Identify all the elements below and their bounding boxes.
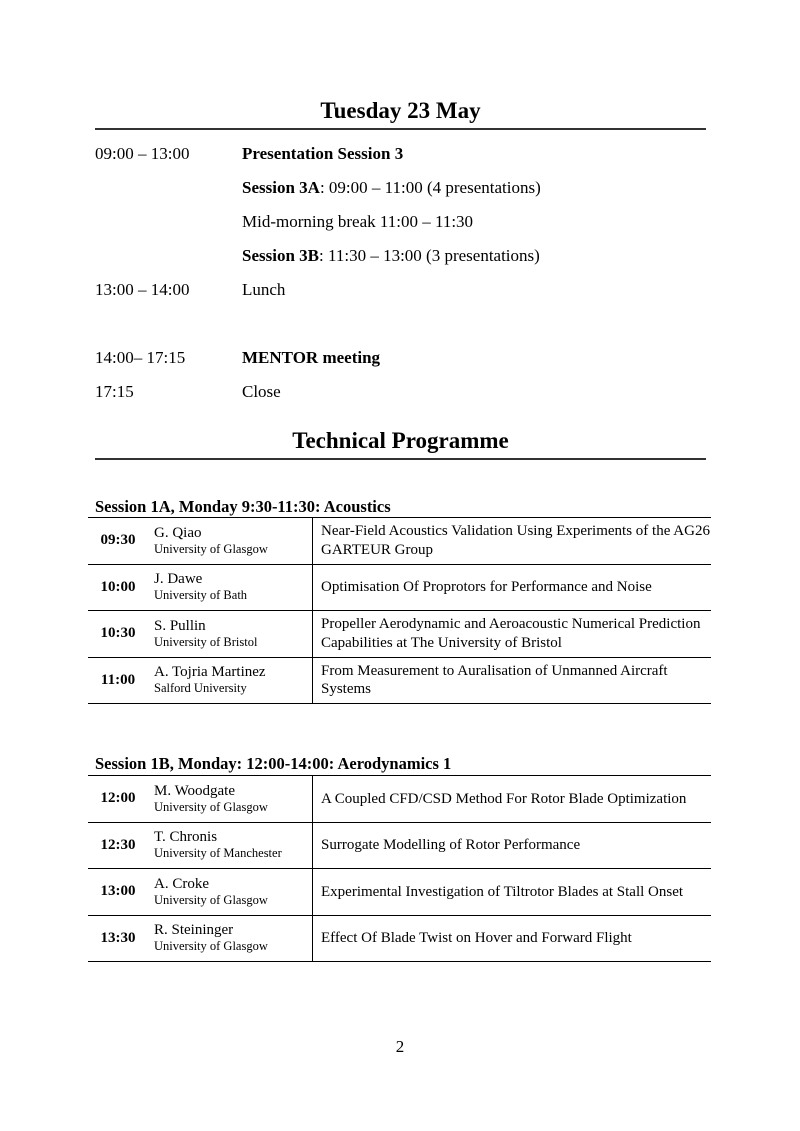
talk-time: 09:30 [88,518,148,565]
session-1b-table [88,775,711,962]
schedule-text [242,178,541,198]
schedule-plain-text: : 09:00 – 11:00 (4 presentations) [319,178,541,197]
schedule-text [242,382,281,402]
day-title: Tuesday 23 May [320,98,481,123]
speaker-affiliation: University of Glasgow [154,939,268,954]
speaker-name: J. Dawe [154,571,203,588]
programme-title: Technical Programme [292,428,509,453]
schedule-time: 13:00 – 14:00 [95,280,190,299]
schedule-text [242,348,380,368]
schedule-plain-text: Lunch [242,280,286,299]
table-row [88,518,711,565]
table-row [88,776,711,823]
talk-time: 13:00 [88,869,148,916]
talk-title: Effect Of Blade Twist on Hover and Forward Flight [313,915,712,962]
talk-speaker-cell [148,869,313,916]
schedule-bold-text: Session 3A [242,178,320,197]
talk-time: 13:30 [88,915,148,962]
session-heading: Session 1A, Monday 9:30-11:30: Acoustics [95,497,391,516]
schedule-text [242,246,540,266]
talk-speaker-cell [148,776,313,823]
speaker-affiliation: University of Bristol [154,634,258,649]
speaker-affiliation: Salford University [154,681,247,696]
schedule-bold-text: MENTOR meeting [242,348,381,367]
talk-time: 10:00 [88,564,148,611]
talk-time: 10:30 [88,611,148,658]
speaker-name: R. Steininger [154,922,234,939]
schedule-plain-text: Close [242,382,281,401]
talk-time: 12:30 [88,822,148,869]
speaker-name: A. Tojria Martinez [154,664,266,681]
talk-speaker-cell [148,915,313,962]
day-title-rule [95,128,706,130]
table-row [88,564,711,611]
schedule-bold-text: Presentation Session 3 [242,144,404,163]
speaker-affiliation: University of Glasgow [154,541,268,556]
talk-title: Near-Field Acoustics Validation Using Experiments of the AG26 GARTEUR Group [313,518,712,565]
speaker-name: M. Woodgate [154,782,236,799]
schedule-text [242,212,473,232]
session-heading: Session 1B, Monday: 12:00-14:00: Aerodynamics 1 [95,754,452,773]
table-row [88,657,711,704]
talk-title: From Measurement to Auralisation of Unmanned Aircraft Systems [313,657,712,704]
talk-speaker-cell [148,564,313,611]
schedule-text [242,144,403,164]
schedule-plain-text: : 11:30 – 13:00 (3 presentations) [319,246,540,265]
talk-time: 12:00 [88,776,148,823]
speaker-affiliation: University of Bath [154,588,248,603]
table-row [88,611,711,658]
session-1a-table [88,517,711,704]
talk-title: A Coupled CFD/CSD Method For Rotor Blade Optimization [313,776,712,823]
talk-title: Optimisation Of Proprotors for Performance and Noise [313,564,712,611]
speaker-name: S. Pullin [154,617,206,634]
schedule-time: 17:15 [95,382,134,401]
programme-title-rule [95,458,706,460]
speaker-affiliation: University of Glasgow [154,892,268,907]
schedule-plain-text: Mid-morning break 11:00 – 11:30 [242,212,474,231]
talk-title: Propeller Aerodynamic and Aeroacoustic Numerical Prediction Capabilities at The University of Bristol [313,611,712,658]
speaker-name: T. Chronis [154,829,218,846]
schedule-time: 09:00 – 13:00 [95,144,190,163]
talk-speaker-cell [148,657,313,704]
table-row [88,822,711,869]
schedule-time: 14:00– 17:15 [95,348,186,367]
speaker-name: A. Croke [154,875,209,892]
talk-speaker-cell [148,822,313,869]
talk-title: Experimental Investigation of Tiltrotor Blades at Stall Onset [313,869,712,916]
talk-time: 11:00 [88,657,148,704]
speaker-affiliation: University of Glasgow [154,799,268,814]
table-row [88,869,711,916]
schedule-bold-text: Session 3B [242,246,319,265]
talk-title: Surrogate Modelling of Rotor Performance [313,822,712,869]
talk-speaker-cell [148,518,313,565]
table-row [88,915,711,962]
page-number: 2 [395,1037,405,1056]
schedule-text [242,280,285,300]
speaker-name: G. Qiao [154,524,202,541]
talk-speaker-cell [148,611,313,658]
speaker-affiliation: University of Manchester [154,846,282,861]
